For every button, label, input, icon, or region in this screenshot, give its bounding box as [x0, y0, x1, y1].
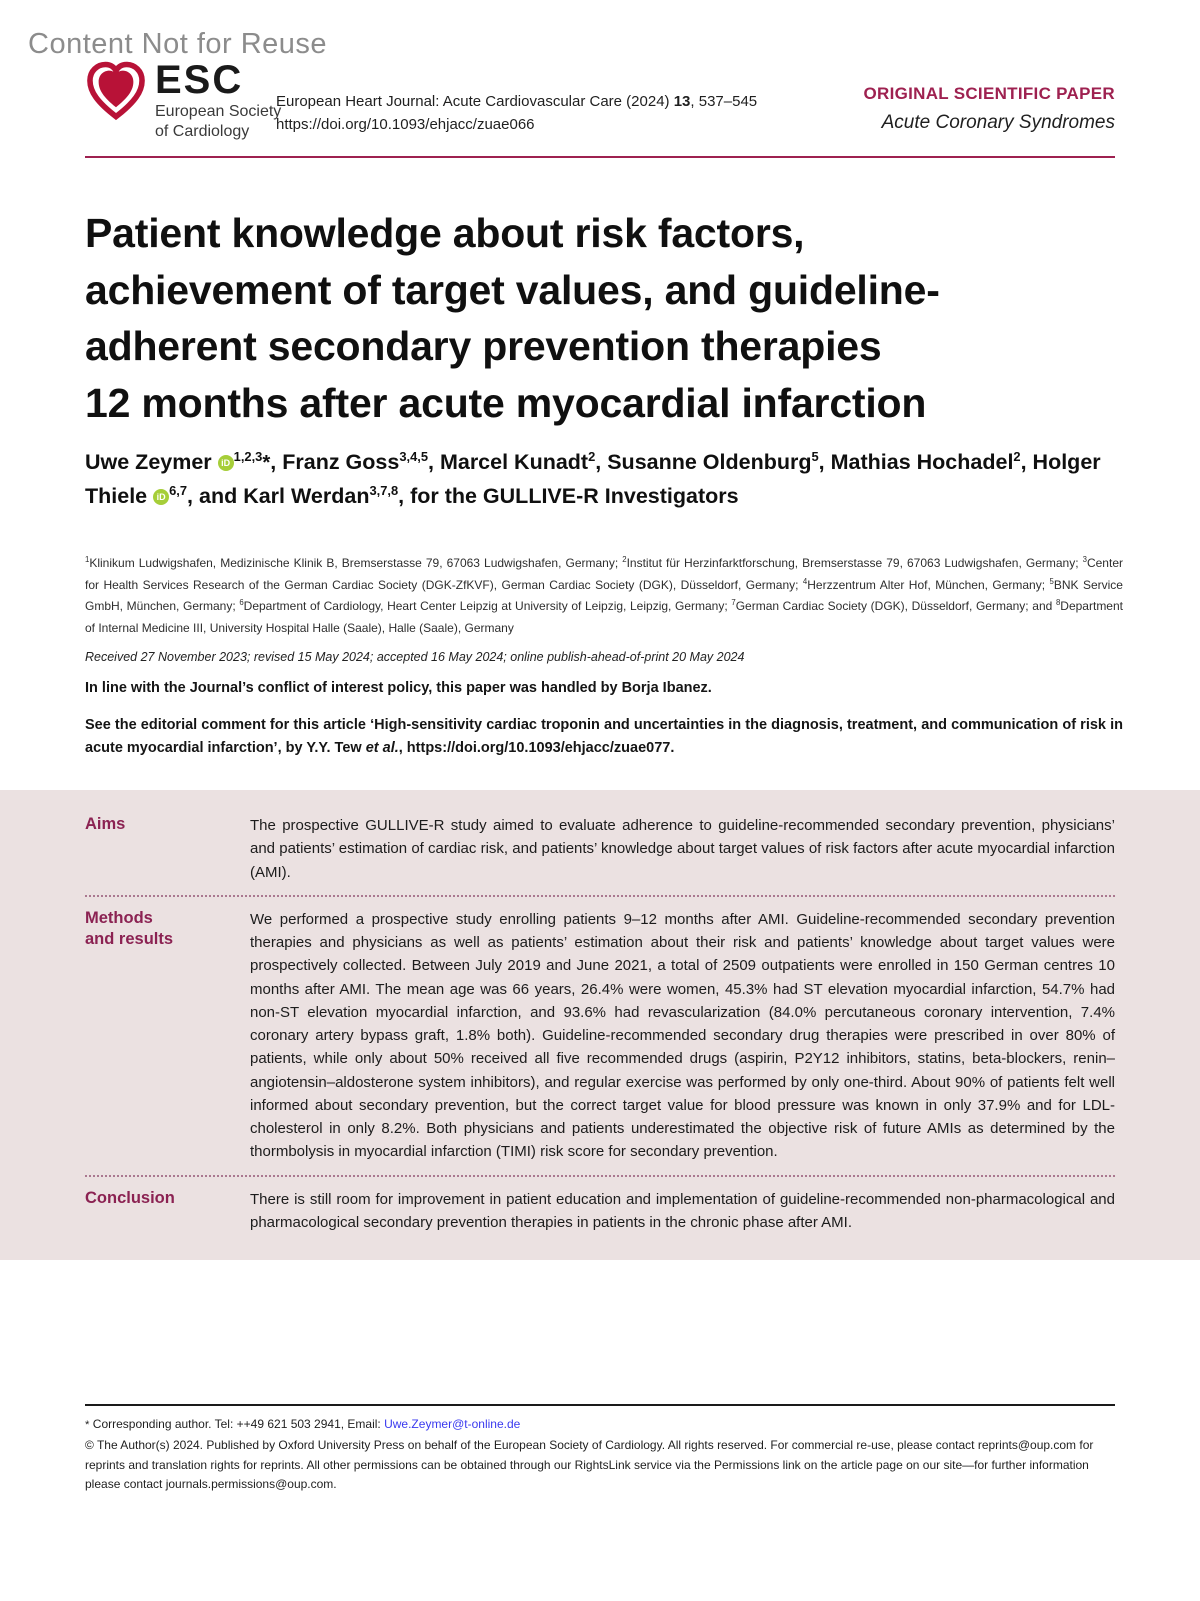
header-divider	[85, 156, 1115, 158]
article-title: Patient knowledge about risk factors, achievement of target values, and guideline- adherent secondary prevention therapies 12 months after acute myocardial infarction	[85, 210, 940, 426]
received-dates: Received 27 November 2023; revised 15 May 2024; accepted 16 May 2024; online publish-ahead-of-print 20 May 2024	[85, 650, 745, 664]
abstract-section-text: We performed a prospective study enrolling patients 9–12 months after AMI. Guideline-recommended secondary prevention therapies and physicians as well as patients’ estimation about their risk and patients’ knowledge about target values were prospectively collected. Between July 2019 and June 2021, a total of 2509 outpatients were enrolled in 150 German centres 10 months after AMI. The mean age was 66 years, 26.4% were women, 45.3% had ST elevation myocardial infarction, 54.7% had non-ST elevation myocardial infarction, and 93.6% had revascularization (84.0% percutaneous coronary intervention, 7.4% coronary artery bypass graft, 1.8% both). Guideline-recommended secondary drug therapies were prescribed in over 80% of patients, while only about 50% received all five recommended drugs (aspirin, P2Y12 inhibitors, statins, beta-blockers, renin–angiotensin–aldosterone system inhibitors), and regular exercise was performed by only one-third. About 90% of patients felt well informed about secondary prevention, but the correct target value for blood pressure was known in only 37.9% and for LDL-cholesterol in only 8.2%. Both physicians and patients underestimated the objective risk of future AMIs as determined by the thormbolysis in myocardial infarction (TIMI) risk score for secondary prevention.	[250, 910, 1115, 1161]
corresponding-author-star: *	[262, 452, 271, 474]
editorial-comment-note: See the editorial comment for this article ‘High-sensitivity cardiac troponin and uncertainties in the diagnosis, treatment, and communication of risk in acute myocardial infarction’, by Y.Y. Tew et al., https://doi.org/10.1093/ehjacc/zuae077.	[85, 717, 1123, 757]
abstract-section-conclusion	[85, 1175, 1115, 1235]
journal-volume: 13	[673, 93, 691, 110]
abstract-section-label: Methods and results	[85, 908, 174, 949]
journal-section-name: Acute Coronary Syndromes	[881, 112, 1115, 133]
corresponding-star: *	[85, 1419, 90, 1431]
abstract-section-text: The prospective GULLIVE-R study aimed to evaluate adherence to guideline-recommended secondary prevention, physicians’ and patients’ estimation of cardiac risk, and patients’ knowledge about target values of risk factors after acute myocardial infarction (AMI).	[250, 817, 1115, 881]
abstract-box	[0, 790, 1200, 1260]
journal-citation: European Heart Journal: Acute Cardiovascular Care (2024) 13, 537–545	[276, 93, 758, 110]
article-type-block	[863, 84, 1115, 134]
content-not-for-reuse-watermark: Content Not for Reuse	[28, 28, 328, 60]
corresponding-author-line: * Corresponding author. Tel: ++49 621 503 2941, Email: Uwe.Zeymer@t-online.de	[85, 1417, 521, 1431]
journal-citation-block	[276, 90, 757, 137]
conflict-of-interest-note: In line with the Journal’s conflict of interest policy, this paper was handled by Borja Ibanez.	[85, 680, 712, 696]
affiliations: $^1$Klinikum Ludwigshafen, Medizinische Klinik B, Bremserstasse 79, 67063 Ludwigshafen, Germany; $^2$Institut für Herzinfarktforschung, Bremserstasse 79, 67063 Ludwigshafen, Germany; $^3$Center for Health Services Research of the German Cardiac Society (DGK-ZfKVF), German Cardiac Society (DGK), Düsseldorf, Germany; $^4$Herzzentrum Alter Hof, München, Germany; $^5$BNK Service GmbH, München, Germany; $^6$Department of Cardiology, Heart Center Leipzig at University of Leipzig, Leipzig, Germany; $^7$German Cardiac Society (DGK), Düsseldorf, Germany; and $^8$Department of Internal Medicine III, University Hospital Halle (Saale), Halle (Saale), Germany	[85, 555, 1123, 635]
abstract-section-label: Conclusion	[85, 1188, 175, 1207]
esc-society-line1: European Society	[155, 103, 282, 120]
author-list: Uwe Zeymer iD $^{1,2,3}$*, Franz Goss$^{3,4,5}$, Marcel Kunadt$^2$, Susanne Oldenburg$^5$, Mathias Hochadel$^2$, Holger Thiele iD $^{6,7}$, and Karl Werdan$^{3,7,8}$, for the GULLIVE-R Investigators	[85, 448, 1101, 508]
orcid-icon[interactable]: iD	[218, 455, 234, 471]
abstract-section-text: There is still room for improvement in patient education and implementation of guideline-recommended non-pharmacological and pharmacological secondary prevention therapies in patients in the chronic phase after AMI.	[250, 1190, 1115, 1231]
esc-society-line2: of Cardiology	[155, 123, 250, 140]
abstract-section-label: Aims	[85, 815, 126, 833]
copyright-notice: © The Author(s) 2024. Published by Oxford University Press on behalf of the European Society of Cardiology. All rights reserved. For commercial re-use, please contact reprints@oup.com for reprints and translation rights for reprints. All other permissions can be obtained through our RightsLink service via the Permissions link on the article page on our site—for further information please contact journals.permissions@oup.com.	[85, 1438, 1094, 1492]
esc-logo	[85, 60, 281, 142]
abstract-section-methods-and-results	[85, 895, 1115, 1164]
abstract-section-aims	[85, 814, 1115, 884]
orcid-icon[interactable]: iD	[153, 489, 169, 505]
corresponding-email-link[interactable]: Uwe.Zeymer@t-online.de	[384, 1417, 521, 1431]
footnote-divider	[85, 1404, 1115, 1406]
esc-acronym: ESC	[155, 58, 244, 102]
doi-link[interactable]: https://doi.org/10.1093/ehjacc/zuae066	[276, 116, 535, 134]
article-type-label: ORIGINAL SCIENTIFIC PAPER	[863, 84, 1115, 103]
footnote-block	[85, 1415, 1125, 1495]
esc-heart-icon	[85, 60, 147, 126]
